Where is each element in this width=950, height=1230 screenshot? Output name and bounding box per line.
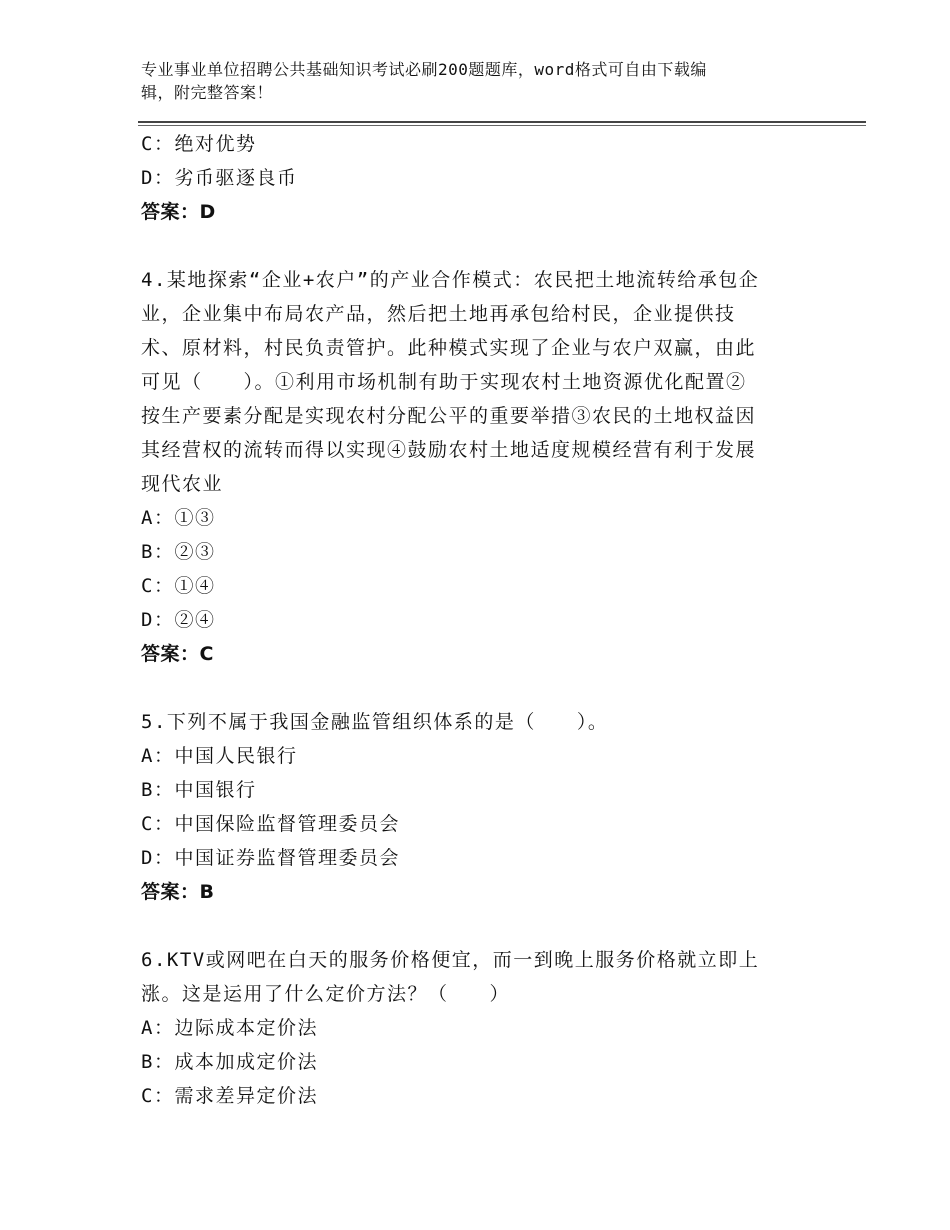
spacer	[141, 909, 821, 943]
stem-line: 现代农业	[141, 473, 224, 495]
stem-line: 按生产要素分配是实现农村分配公平的重要举措③农民的土地权益因	[141, 405, 757, 427]
spacer	[141, 671, 821, 705]
option-b: B：中国银行	[141, 779, 257, 801]
option-a: A：①③	[141, 507, 216, 529]
question-stem	[141, 263, 821, 501]
option-d: D：中国证券监督管理委员会	[141, 847, 400, 869]
answer: 答案：C	[141, 643, 214, 665]
option-a: A：边际成本定价法	[141, 1017, 318, 1039]
stem-line: 4.某地探索“企业+农户”的产业合作模式：农民把土地流转给承包企	[141, 269, 760, 291]
question-4	[141, 263, 821, 671]
document-header	[141, 58, 781, 104]
question-stem	[141, 943, 821, 1011]
stem-line: 涨。这是运用了什么定价方法？（ ）	[141, 983, 511, 1005]
stem-line: 可见（ ）。①利用市场机制有助于实现农村土地资源优化配置②	[141, 371, 747, 393]
stem-line: 业，企业集中布局农产品，然后把土地再承包给村民，企业提供技	[141, 303, 736, 325]
option-c: C：中国保险监督管理委员会	[141, 813, 400, 835]
question-6	[141, 943, 821, 1113]
option-a: A：中国人民银行	[141, 745, 298, 767]
question-5	[141, 705, 821, 909]
spacer	[141, 229, 821, 263]
question-stem: 5.下列不属于我国金融监管组织体系的是（ ）。	[141, 711, 609, 733]
option-d: D：劣币驱逐良币	[141, 167, 298, 189]
header-line-1: 专业事业单位招聘公共基础知识考试必刷200题题库，word格式可自由下载编	[141, 60, 707, 79]
option-c: C：①④	[141, 575, 216, 597]
answer: 答案：D	[141, 201, 216, 223]
option-c: C：需求差异定价法	[141, 1085, 318, 1107]
stem-line: 6.KTV或网吧在白天的服务价格便宜，而一到晚上服务价格就立即上	[141, 949, 760, 971]
question-content	[141, 127, 821, 1113]
option-c: C：绝对优势	[141, 133, 257, 155]
answer: 答案：B	[141, 881, 215, 903]
stem-line: 术、原材料，村民负责管护。此种模式实现了企业与农户双赢，由此	[141, 337, 757, 359]
option-b: B：成本加成定价法	[141, 1051, 318, 1073]
stem-line: 其经营权的流转而得以实现④鼓励农村土地适度规模经营有利于发展	[141, 439, 757, 461]
option-d: D：②④	[141, 609, 216, 631]
option-b: B：②③	[141, 541, 216, 563]
header-line-2: 辑，附完整答案！	[141, 83, 274, 102]
header-divider-thin	[138, 125, 866, 126]
question-3-tail	[141, 127, 821, 229]
header-divider	[138, 121, 866, 123]
